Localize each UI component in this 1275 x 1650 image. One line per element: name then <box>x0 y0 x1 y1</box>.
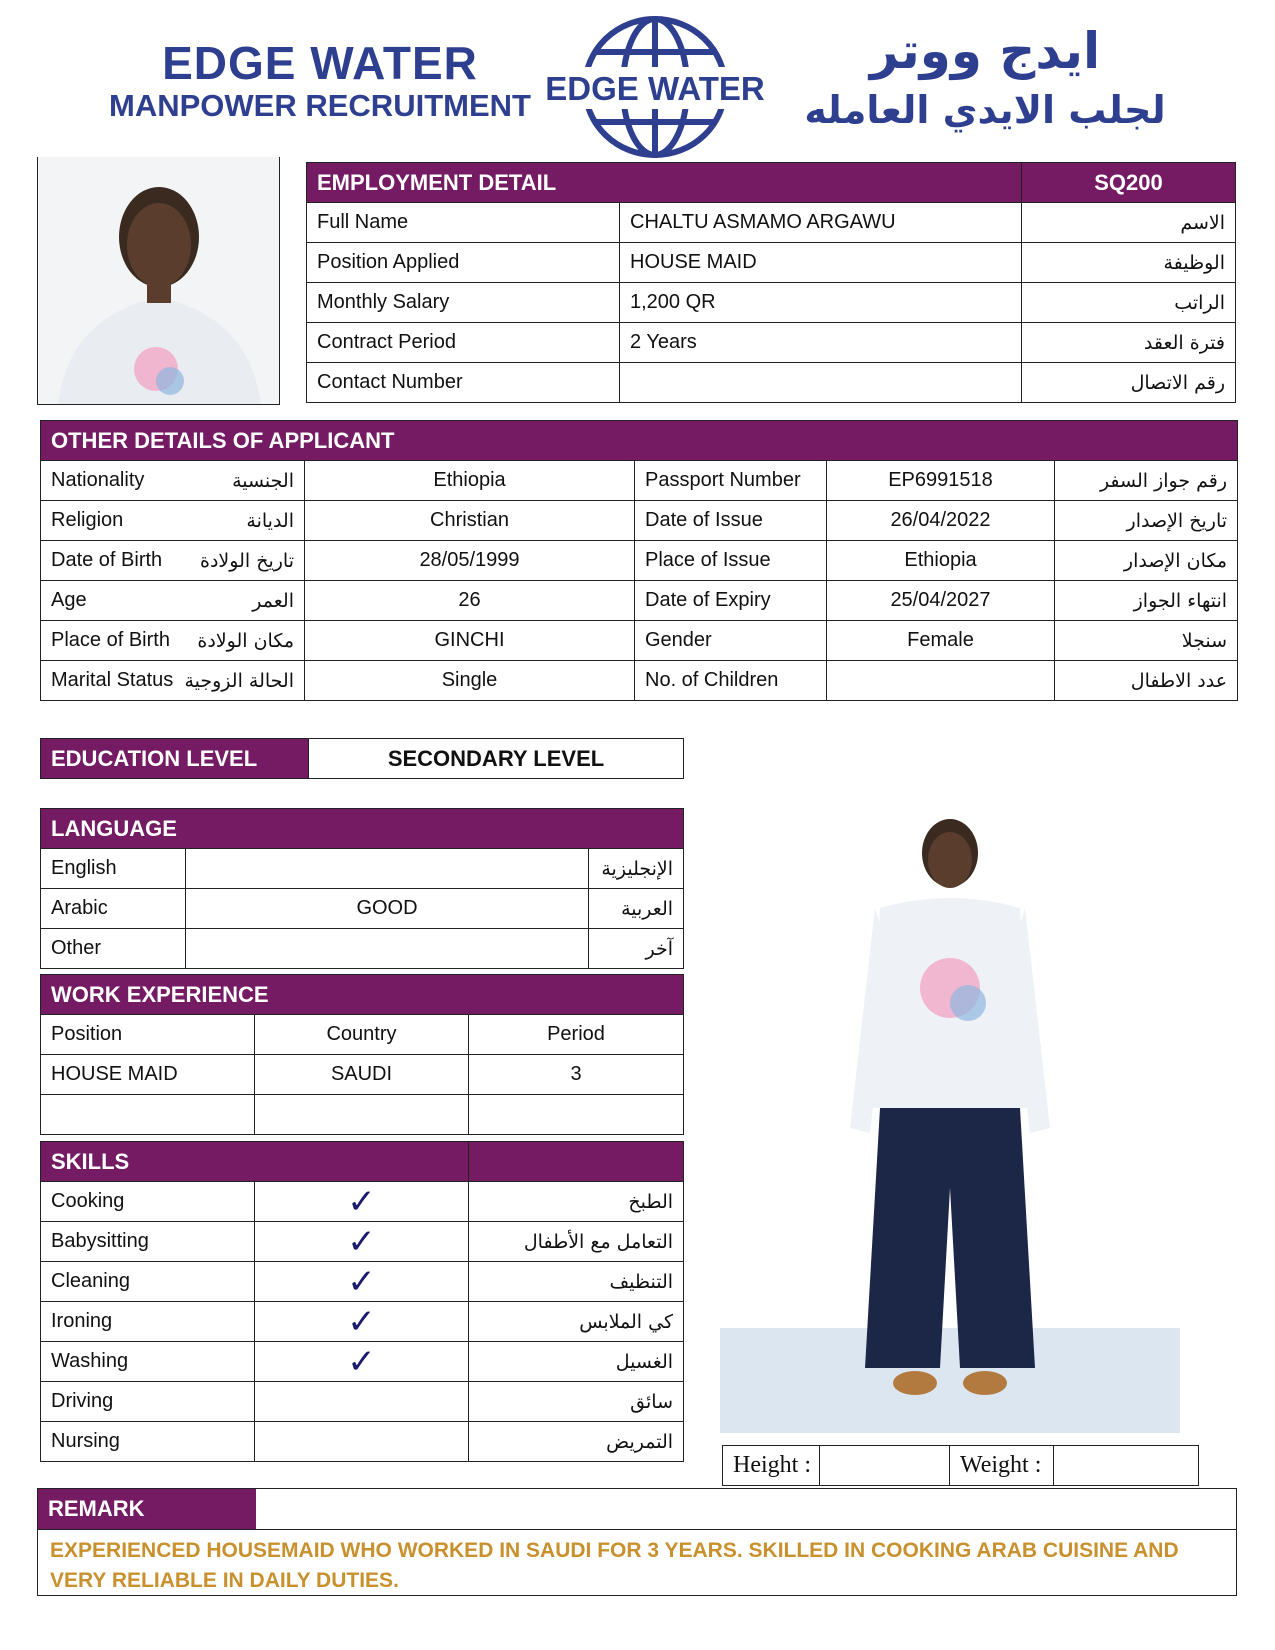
salary-label: Monthly Salary <box>307 283 620 323</box>
other-language-label-ar: آخر <box>589 929 684 969</box>
english-value <box>186 849 589 889</box>
language-title: LANGUAGE <box>41 809 684 849</box>
table-row <box>307 283 1236 323</box>
skill-washing-label-ar: الغسيل <box>469 1342 684 1382</box>
gender-label: Gender <box>635 621 827 661</box>
nationality-value: Ethiopia <box>305 461 635 501</box>
full-name-label: Full Name <box>307 203 620 243</box>
language-table <box>40 808 684 969</box>
skill-babysitting-label-ar: التعامل مع الأطفال <box>469 1222 684 1262</box>
globe-logo-icon <box>545 12 765 162</box>
position-label-ar: الوظيفة <box>1022 243 1236 283</box>
brand-subtitle: MANPOWER RECRUITMENT <box>109 88 531 123</box>
other-language-value <box>186 929 589 969</box>
birthplace-label-ar: مكان الولادة <box>181 621 305 661</box>
skill-driving-label: Driving <box>41 1382 255 1422</box>
weight-label: Weight : <box>950 1446 1054 1486</box>
skill-cleaning-label-ar: التنظيف <box>469 1262 684 1302</box>
nationality-label: Nationality <box>41 461 181 501</box>
skill-cooking-label: Cooking <box>41 1182 255 1222</box>
contract-label-ar: فترة العقد <box>1022 323 1236 363</box>
weight-value <box>1054 1446 1199 1486</box>
skill-cleaning-label: Cleaning <box>41 1262 255 1302</box>
other-language-label: Other <box>41 929 186 969</box>
table-row <box>307 363 1236 403</box>
passport-label: Passport Number <box>635 461 827 501</box>
experience-country <box>255 1095 469 1135</box>
skill-ironing-label-ar: كي الملابس <box>469 1302 684 1342</box>
applicant-code: SQ200 <box>1022 163 1236 203</box>
position-label: Position Applied <box>307 243 620 283</box>
table-row <box>41 581 1238 621</box>
issue-place-label: Place of Issue <box>635 541 827 581</box>
issue-date-value: 26/04/2022 <box>827 501 1055 541</box>
full-name-value: CHALTU ASMAMO ARGAWU <box>620 203 1022 243</box>
remark-section <box>37 1488 1237 1596</box>
age-value: 26 <box>305 581 635 621</box>
column-header-country: Country <box>255 1015 469 1055</box>
table-row <box>41 1342 684 1382</box>
english-label: English <box>41 849 186 889</box>
brand-arabic-logo <box>770 20 1200 138</box>
check-icon: ✓ <box>347 1221 376 1262</box>
brand-english-logo <box>105 38 535 124</box>
skill-driving-label-ar: سائق <box>469 1382 684 1422</box>
religion-label: Religion <box>41 501 181 541</box>
expiry-label-ar: انتهاء الجواز <box>1055 581 1238 621</box>
measurements-table <box>722 1445 1199 1486</box>
table-row <box>41 621 1238 661</box>
experience-position <box>41 1095 255 1135</box>
other-details-table <box>40 420 1238 701</box>
skills-table <box>40 1141 684 1462</box>
table-header-row <box>41 1015 684 1055</box>
salary-value: 1,200 QR <box>620 283 1022 323</box>
marital-label-ar: الحالة الزوجية <box>181 661 305 701</box>
table-row <box>41 461 1238 501</box>
table-row <box>41 1302 684 1342</box>
passport-value: EP6991518 <box>827 461 1055 501</box>
skill-babysitting-label: Babysitting <box>41 1222 255 1262</box>
column-header-position: Position <box>41 1015 255 1055</box>
check-icon: ✓ <box>347 1341 376 1382</box>
birthplace-label: Place of Birth <box>41 621 181 661</box>
education-label: EDUCATION LEVEL <box>41 739 309 779</box>
arabic-label-ar: العربية <box>589 889 684 929</box>
age-label-ar: العمر <box>181 581 305 621</box>
contact-label: Contact Number <box>307 363 620 403</box>
religion-label-ar: الديانة <box>181 501 305 541</box>
issue-place-label-ar: مكان الإصدار <box>1055 541 1238 581</box>
children-label: No. of Children <box>635 661 827 701</box>
table-row <box>41 1182 684 1222</box>
children-label-ar: عدد الاطفال <box>1055 661 1238 701</box>
remark-title: REMARK <box>38 1489 256 1529</box>
table-row <box>307 203 1236 243</box>
contract-value: 2 Years <box>620 323 1022 363</box>
dob-value: 28/05/1999 <box>305 541 635 581</box>
skill-cooking-label-ar: الطبخ <box>469 1182 684 1222</box>
experience-period <box>469 1095 684 1135</box>
remark-text: EXPERIENCED HOUSEMAID WHO WORKED IN SAUDI FOR 3 YEARS. SKILLED IN COOKING ARAB CUISINE AND VERY RELIABLE IN DAILY DUTIES. <box>50 1539 1179 1592</box>
arabic-value: GOOD <box>186 889 589 929</box>
table-row <box>41 929 684 969</box>
full-name-label-ar: الاسم <box>1022 203 1236 243</box>
experience-country: SAUDI <box>255 1055 469 1095</box>
english-label-ar: الإنجليزية <box>589 849 684 889</box>
work-experience-table <box>40 974 684 1135</box>
contact-value <box>620 363 1022 403</box>
issue-place-value: Ethiopia <box>827 541 1055 581</box>
contract-label: Contract Period <box>307 323 620 363</box>
experience-period: 3 <box>469 1055 684 1095</box>
education-table <box>40 738 684 779</box>
expiry-label: Date of Expiry <box>635 581 827 621</box>
work-experience-title: WORK EXPERIENCE <box>41 975 684 1015</box>
table-row <box>41 1262 684 1302</box>
column-header-period: Period <box>469 1015 684 1055</box>
globe-logo-text: EDGE WATER <box>545 70 765 107</box>
table-row <box>41 1382 684 1422</box>
skill-nursing-label: Nursing <box>41 1422 255 1462</box>
age-label: Age <box>41 581 181 621</box>
arabic-label: Arabic <box>41 889 186 929</box>
check-icon: ✓ <box>347 1261 376 1302</box>
other-details-title: OTHER DETAILS OF APPLICANT <box>41 421 1238 461</box>
skill-ironing-label: Ironing <box>41 1302 255 1342</box>
table-row <box>41 501 1238 541</box>
education-value: SECONDARY LEVEL <box>309 739 684 779</box>
table-row <box>41 661 1238 701</box>
skill-washing-label: Washing <box>41 1342 255 1382</box>
employment-detail-title: EMPLOYMENT DETAIL <box>307 163 1022 203</box>
nationality-label-ar: الجنسية <box>181 461 305 501</box>
contact-label-ar: رقم الاتصال <box>1022 363 1236 403</box>
issue-date-label-ar: تاريخ الإصدار <box>1055 501 1238 541</box>
religion-value: Christian <box>305 501 635 541</box>
table-row <box>41 1222 684 1262</box>
expiry-value: 25/04/2027 <box>827 581 1055 621</box>
children-value <box>827 661 1055 701</box>
brand-arabic-name: ايدج ووتر <box>869 22 1101 80</box>
table-row <box>41 1095 684 1135</box>
height-value <box>820 1446 950 1486</box>
table-row <box>41 541 1238 581</box>
issue-date-label: Date of Issue <box>635 501 827 541</box>
table-row <box>307 323 1236 363</box>
birthplace-value: GINCHI <box>305 621 635 661</box>
profile-photo <box>37 157 280 405</box>
check-icon: ✓ <box>347 1181 376 1222</box>
table-row <box>41 889 684 929</box>
brand-name: EDGE WATER <box>162 37 478 89</box>
gender-value: Female <box>827 621 1055 661</box>
marital-value: Single <box>305 661 635 701</box>
salary-label-ar: الراتب <box>1022 283 1236 323</box>
check-icon: ✓ <box>347 1301 376 1342</box>
table-row <box>41 849 684 889</box>
dob-label-ar: تاريخ الولادة <box>181 541 305 581</box>
table-row <box>41 1422 684 1462</box>
brand-arabic-subtitle: لجلب الايدي العامله <box>804 88 1166 132</box>
skills-title: SKILLS <box>41 1142 469 1182</box>
employment-detail-table <box>306 162 1236 403</box>
position-value: HOUSE MAID <box>620 243 1022 283</box>
height-label: Height : <box>723 1446 820 1486</box>
table-row <box>41 1055 684 1095</box>
dob-label: Date of Birth <box>41 541 181 581</box>
skill-nursing-label-ar: التمريض <box>469 1422 684 1462</box>
experience-position: HOUSE MAID <box>41 1055 255 1095</box>
marital-label: Marital Status <box>41 661 181 701</box>
skills-title-spacer <box>469 1142 684 1182</box>
table-row <box>307 243 1236 283</box>
gender-label-ar: سنجلا <box>1055 621 1238 661</box>
full-body-photo <box>720 808 1180 1433</box>
passport-label-ar: رقم جواز السفر <box>1055 461 1238 501</box>
